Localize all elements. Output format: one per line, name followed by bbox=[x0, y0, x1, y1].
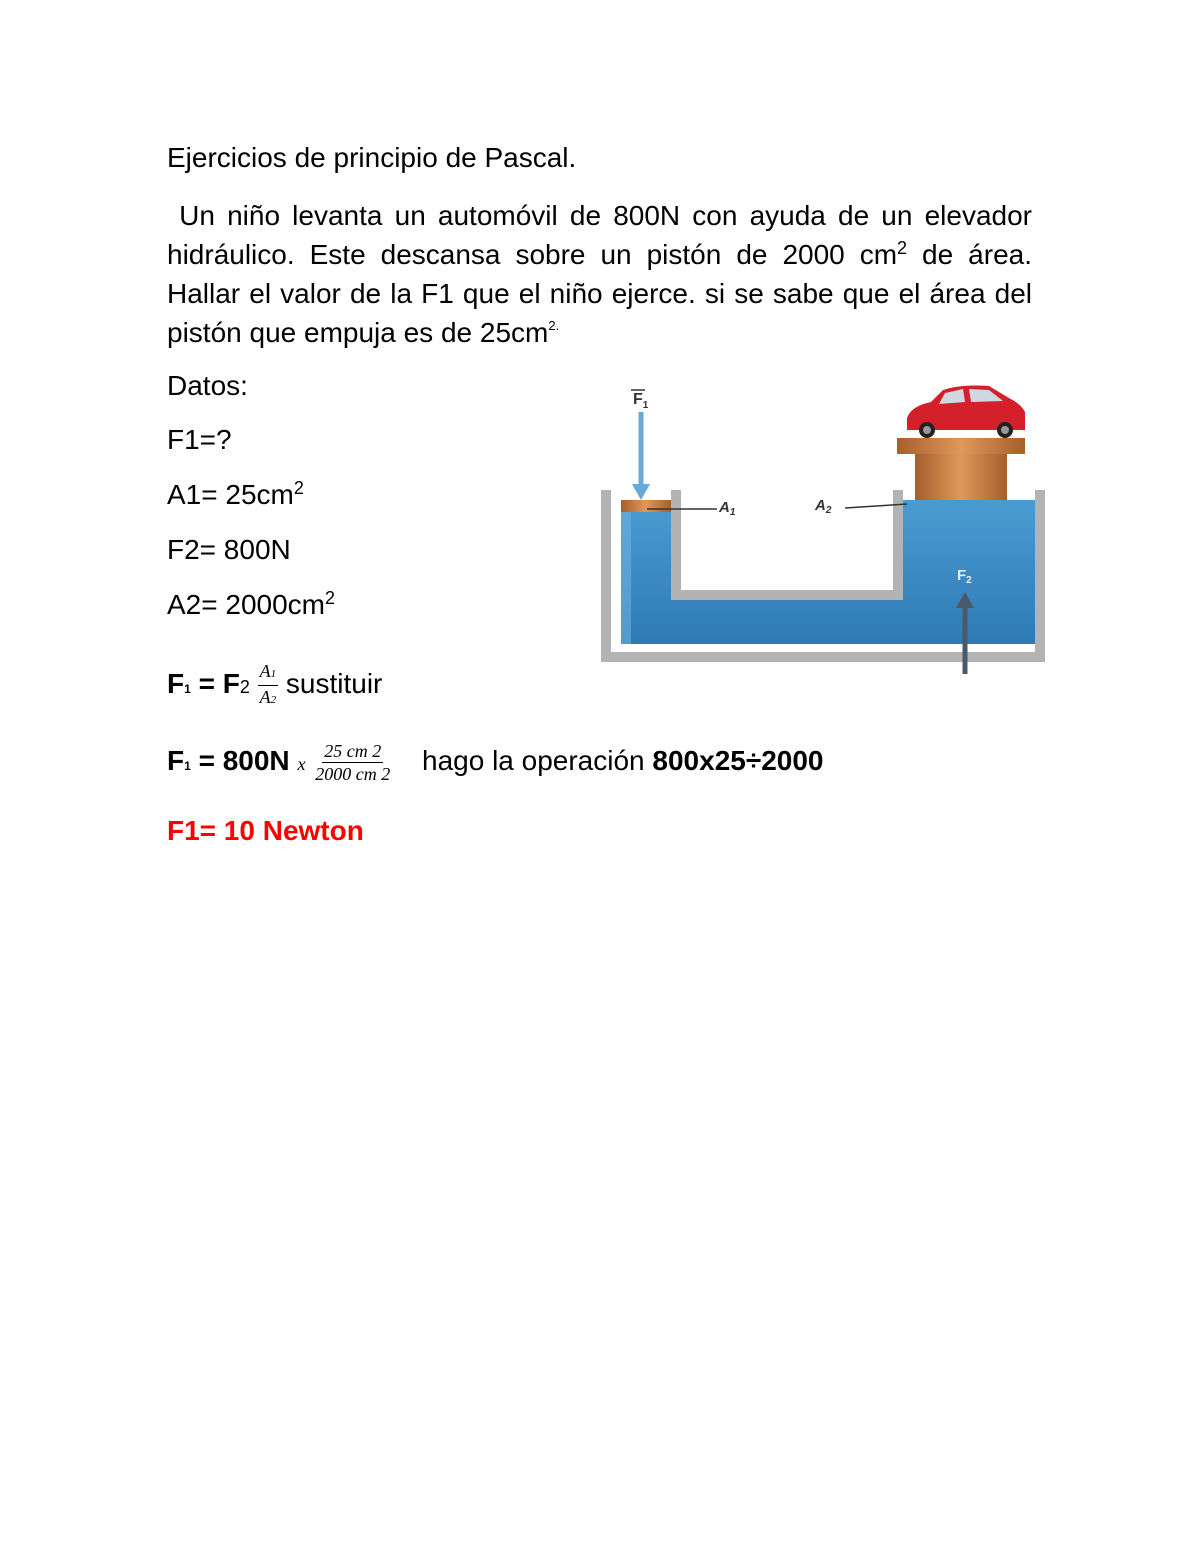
formula-eq: = F bbox=[190, 667, 240, 699]
label-a2: $A_2$ bbox=[815, 497, 832, 516]
datos-a2 bbox=[167, 589, 335, 621]
problem-text-1: Un niño levanta un automóvil de 800N con ayuda de un elevador hidráulico. Este descansa sobre un pistón de 2000 cm bbox=[167, 200, 1033, 270]
formula-sub2: 2 bbox=[239, 676, 250, 697]
fraction-denominator: A2 bbox=[259, 687, 277, 707]
superscript: 2. bbox=[548, 318, 560, 333]
small-piston bbox=[621, 500, 671, 512]
formula-line bbox=[167, 660, 382, 711]
datos-a2-text: A2= 2000cm bbox=[167, 589, 325, 620]
datos-heading: Datos: bbox=[167, 370, 248, 401]
formula-lhs: F1 bbox=[167, 667, 191, 699]
fluid-highlight bbox=[621, 510, 631, 644]
datos-f1: F1=? bbox=[167, 424, 232, 455]
fraction-denominator: 2000 cm 2 bbox=[315, 764, 391, 784]
fraction-numerator: 25 cm 2 bbox=[324, 741, 382, 761]
result: F1= 10 Newton bbox=[167, 815, 364, 846]
subst-fraction bbox=[313, 740, 392, 785]
label-f2: $F_2$ bbox=[957, 567, 972, 586]
large-piston-plate bbox=[897, 438, 1025, 454]
formula-text: sustituir bbox=[278, 667, 383, 699]
superscript: 2 bbox=[293, 478, 304, 498]
formula-fraction bbox=[258, 660, 279, 711]
problem-statement bbox=[167, 196, 1032, 352]
subst-eq: = 800N bbox=[190, 744, 298, 776]
large-piston bbox=[915, 454, 1007, 500]
label-f1: $F_1$ bbox=[633, 391, 649, 411]
superscript: 2 bbox=[325, 588, 336, 608]
datos-f2: F2= 800N bbox=[167, 534, 291, 565]
problem-text-2: de área. Hallar el valor de la F1 que el niño ejerce. si se sabe que el área del pistón que empuja es de 25cm bbox=[167, 239, 1032, 348]
superscript: 2 bbox=[897, 238, 908, 258]
operation: 800x25÷2000 bbox=[652, 744, 824, 776]
fraction-numerator: A1 bbox=[258, 660, 279, 686]
hydraulic-press-diagram bbox=[601, 382, 1045, 676]
document-title: Ejercicios de principio de Pascal. bbox=[167, 142, 577, 173]
datos-a1-text: A1= 25cm bbox=[167, 479, 294, 510]
subst-lhs: F1 bbox=[167, 744, 191, 776]
substitution-line bbox=[167, 740, 824, 785]
datos-a1 bbox=[167, 479, 304, 511]
label-a1: $A_1$ bbox=[719, 499, 736, 518]
multiply-sign: x bbox=[297, 753, 306, 774]
subst-text: hago la operación bbox=[422, 744, 653, 776]
